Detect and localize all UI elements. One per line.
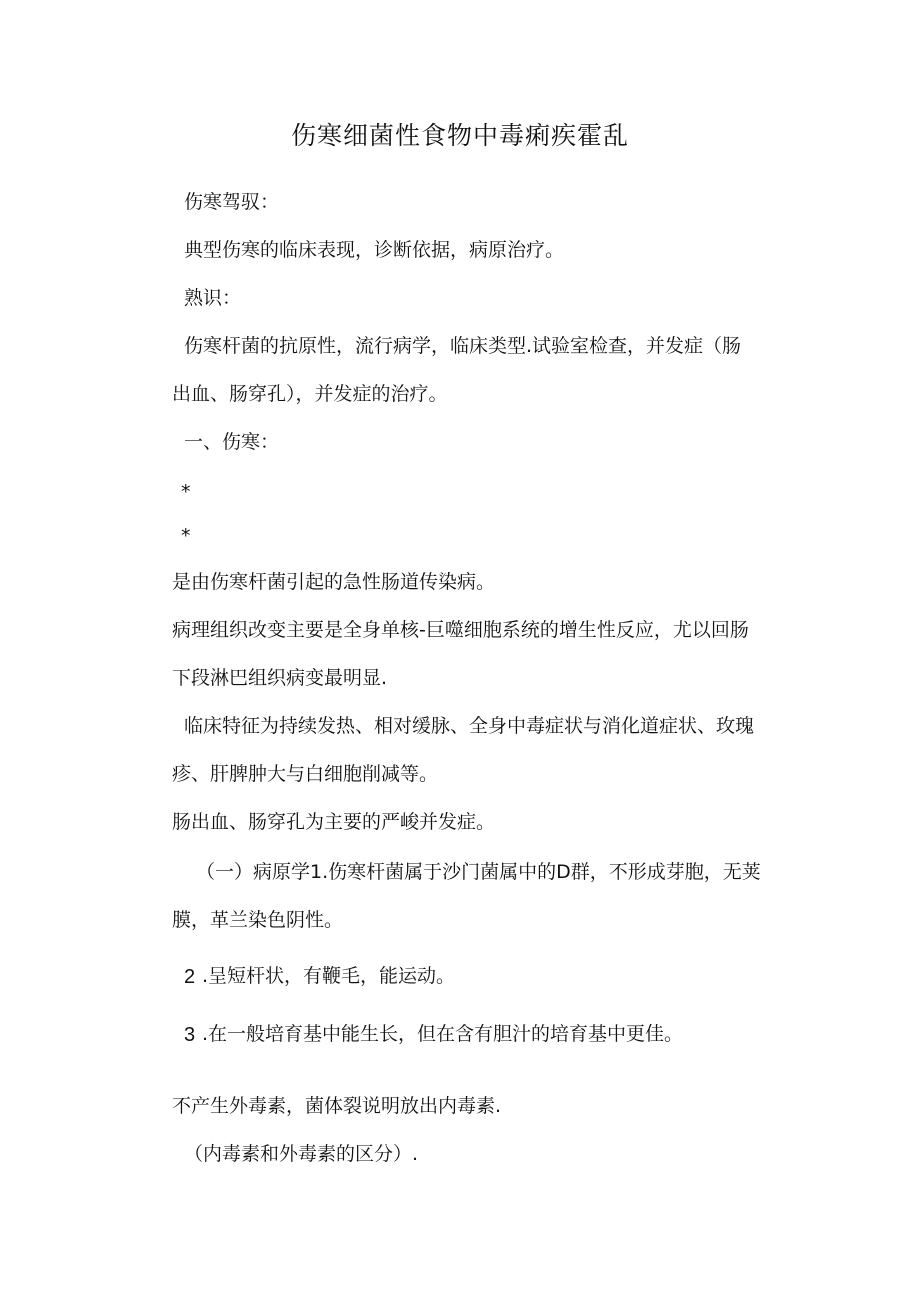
- list-number: 2: [184, 966, 196, 988]
- paragraph-line: 临床特征为持续发热、相对缓脉、全身中毒症状与消化道症状、玫瑰: [184, 715, 755, 737]
- paragraph-line: 伤寒驾驭：: [184, 191, 280, 213]
- paragraph-line: （一）病原学1.伤寒杆菌属于沙门菌属中的D群，不形成芽胞，无荚: [196, 861, 761, 883]
- paragraph-line: 是由伤寒杆菌引起的急性肠道传染病。: [172, 571, 496, 593]
- paragraph-line: 出血、肠穿孔），并发症的治疗。: [172, 383, 448, 405]
- paragraph-line: 伤寒杆菌的抗原性，流行病学，临床类型.试验室检查，并发症（肠: [184, 335, 742, 357]
- paragraph-line: 病理组织改变主要是全身单核-巨噬细胞系统的增生性反应，尤以回肠: [172, 619, 749, 641]
- paragraph-line: 疹、肝脾肿大与白细胞削减等。: [172, 763, 439, 785]
- paragraph-line: *: [181, 525, 191, 547]
- paragraph-line: （内毒素和外毒素的区分）.: [184, 1143, 419, 1165]
- paragraph-line: .呈短杆状，有鞭毛，能运动。: [202, 965, 456, 987]
- paragraph-line: *: [181, 481, 191, 503]
- document-title: 伤寒细菌性食物中毒痢疾霍乱: [290, 121, 629, 150]
- paragraph-line: 熟识：: [184, 287, 242, 309]
- paragraph-line: 下段淋巴组织病变最明显.: [172, 667, 388, 689]
- paragraph-line: 不产生外毒素，菌体裂说明放出内毒素.: [172, 1095, 502, 1117]
- paragraph-line: .在一般培育基中能生长，但在含有胆汁的培育基中更佳。: [202, 1023, 684, 1045]
- paragraph-line: 膜，革兰染色阴性。: [172, 909, 344, 931]
- paragraph-line: 典型伤寒的临床表现，诊断依据，病原治疗。: [184, 239, 565, 261]
- paragraph-line: 一、伤寒：: [184, 431, 280, 453]
- paragraph-line: 肠出血、肠穿孔为主要的严峻并发症。: [172, 811, 496, 833]
- list-number: 3: [184, 1024, 196, 1046]
